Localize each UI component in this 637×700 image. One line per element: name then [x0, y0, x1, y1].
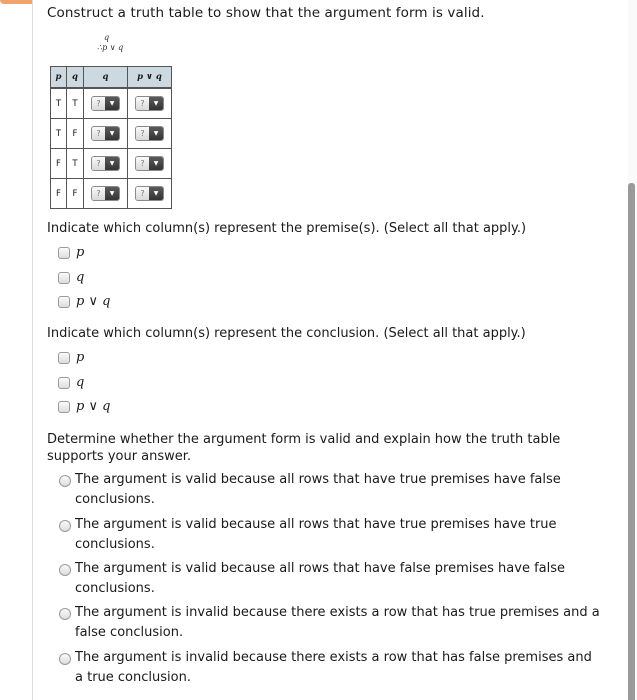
- table-row: [51, 88, 172, 119]
- truth-table: [50, 66, 172, 209]
- checkbox[interactable]: [58, 401, 70, 413]
- cell-q: T: [67, 88, 84, 119]
- premise-option-q[interactable]: q: [58, 270, 84, 285]
- checkbox[interactable]: [58, 296, 70, 308]
- chevron-down-icon: ▼: [105, 187, 119, 200]
- dropdown-p-or-q-row3[interactable]: ? ▼: [135, 156, 164, 171]
- chevron-down-icon: ▼: [105, 157, 119, 170]
- radio-button[interactable]: [59, 653, 71, 665]
- conclusion-question-prompt: Indicate which column(s) represent the conclusion. (Select all that apply.): [47, 326, 526, 341]
- dropdown-q-row3[interactable]: ? ▼: [91, 156, 120, 171]
- header-col-p-or-q: p ∨ q: [128, 67, 172, 89]
- radio-button[interactable]: [59, 520, 71, 532]
- checkbox[interactable]: [58, 377, 70, 389]
- validity-question-prompt: Determine whether the argument form is valid and explain how the truth table supports your answer.: [47, 432, 561, 464]
- chevron-down-icon: ▼: [105, 127, 119, 140]
- chevron-down-icon: ▼: [105, 97, 119, 110]
- validity-option-3[interactable]: The argument is valid because all rows that have false premises have false conclusions.: [58, 559, 603, 599]
- dropdown-p-or-q-row4[interactable]: ? ▼: [135, 186, 164, 201]
- checkbox[interactable]: [58, 352, 70, 364]
- radio-button[interactable]: [59, 475, 71, 487]
- truth-table-header-row: [51, 67, 172, 89]
- dropdown-q-row1[interactable]: ? ▼: [91, 96, 120, 111]
- chevron-down-icon: ▼: [149, 127, 163, 140]
- radio-button[interactable]: [59, 608, 71, 620]
- validity-option-1[interactable]: The argument is valid because all rows that have true premises have false conclusions.: [58, 470, 603, 510]
- question-title: Construct a truth table to show that the argument form is valid.: [47, 5, 485, 21]
- validity-option-5[interactable]: The argument is invalid because there exists a row that has false premises and a true conclusion.: [58, 648, 603, 688]
- cell-p: T: [51, 119, 67, 149]
- table-row: [51, 119, 172, 149]
- cell-q: F: [67, 179, 84, 209]
- chevron-down-icon: ▼: [149, 187, 163, 200]
- cell-p: F: [51, 149, 67, 179]
- validity-option-2[interactable]: The argument is valid because all rows that have true premises have true conclusions.: [58, 515, 603, 555]
- checkbox[interactable]: [58, 272, 70, 284]
- header-p: p: [51, 67, 67, 89]
- premise-option-p-or-q[interactable]: p ∨ q: [58, 294, 110, 309]
- argument-premise: q: [104, 33, 110, 42]
- table-row: [51, 179, 172, 209]
- premise-option-p[interactable]: p: [58, 245, 84, 260]
- validity-option-4[interactable]: The argument is invalid because there exists a row that has true premises and a false conclusion.: [58, 603, 603, 643]
- dropdown-q-row4[interactable]: ? ▼: [91, 186, 120, 201]
- header-q: q: [67, 67, 84, 89]
- checkbox[interactable]: [58, 247, 70, 259]
- header-col-q: q: [84, 67, 128, 89]
- argument-conclusion: ∴p ∨ q: [97, 43, 124, 52]
- chevron-down-icon: ▼: [149, 157, 163, 170]
- conclusion-option-p[interactable]: p: [58, 350, 84, 365]
- cell-p: T: [51, 88, 67, 119]
- dropdown-p-or-q-row1[interactable]: ? ▼: [135, 96, 164, 111]
- dropdown-q-row2[interactable]: ? ▼: [91, 126, 120, 141]
- table-row: [51, 149, 172, 179]
- conclusion-option-p-or-q[interactable]: p ∨ q: [58, 399, 110, 414]
- cell-q: F: [67, 119, 84, 149]
- radio-button[interactable]: [59, 564, 71, 576]
- chevron-down-icon: ▼: [149, 97, 163, 110]
- cell-q: T: [67, 149, 84, 179]
- premise-question-prompt: Indicate which column(s) represent the premise(s). (Select all that apply.): [47, 221, 527, 236]
- cell-p: F: [51, 179, 67, 209]
- conclusion-option-q[interactable]: q: [58, 375, 84, 390]
- dropdown-p-or-q-row2[interactable]: ? ▼: [135, 126, 164, 141]
- scrollbar-thumb[interactable]: [628, 183, 635, 700]
